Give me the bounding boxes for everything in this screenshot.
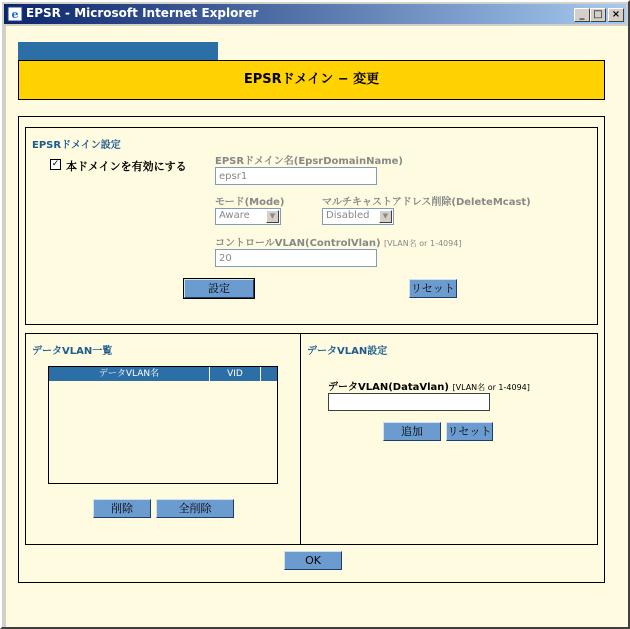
page-title: EPSRドメイン − 変更 <box>18 60 605 100</box>
col-header-spacer <box>261 367 277 381</box>
maximize-button[interactable]: □ <box>590 8 606 22</box>
main-panel <box>18 116 605 583</box>
control-vlan-label-text: コントロールVLAN(ControlVlan) <box>215 238 381 249</box>
delete-mcast-select[interactable] <box>322 208 394 225</box>
data-vlan-listbox[interactable] <box>48 366 278 484</box>
title-bar <box>4 4 626 24</box>
domain-name-input[interactable] <box>215 167 377 185</box>
data-vlan-reset-button[interactable]: リセット <box>446 422 493 441</box>
header-tab <box>18 42 218 60</box>
delete-mcast-value: Disabled <box>326 210 370 221</box>
chevron-down-icon: ▼ <box>266 210 279 223</box>
enable-domain-label: 本ドメインを有効にする <box>66 160 187 173</box>
close-button[interactable]: × <box>608 8 624 22</box>
data-vlan-settings-title: データVLAN設定 <box>307 346 388 357</box>
mode-value: Aware <box>219 210 250 221</box>
control-vlan-hint: [VLAN名 or 1-4094] <box>384 239 462 248</box>
control-vlan-input[interactable] <box>215 249 377 267</box>
data-vlan-list-title: データVLAN一覧 <box>32 346 113 357</box>
data-vlan-input[interactable] <box>328 393 490 411</box>
col-header-vlan-name: データVLAN名 <box>49 367 210 381</box>
chevron-down-icon: ▼ <box>379 210 392 223</box>
domain-reset-button[interactable]: リセット <box>409 279 457 298</box>
ok-button[interactable]: OK <box>284 551 342 570</box>
data-vlan-label <box>328 378 530 393</box>
enable-domain-checkbox[interactable]: ✓ <box>51 159 60 169</box>
mode-label: モード(Mode) <box>215 197 285 208</box>
window-title: EPSR - Microsoft Internet Explorer <box>26 6 259 20</box>
delete-mcast-label: マルチキャストアドレス削除(DeleteMcast) <box>322 197 531 208</box>
delete-all-button[interactable]: 全削除 <box>156 499 234 518</box>
minimize-button[interactable]: _ <box>574 8 590 22</box>
domain-settings-title: EPSRドメイン設定 <box>32 140 121 151</box>
page-content <box>6 26 628 627</box>
add-button[interactable]: 追加 <box>383 422 441 441</box>
domain-name-label: EPSRドメイン名(EpsrDomainName) <box>215 156 403 167</box>
data-vlan-hint: [VLAN名 or 1-4094] <box>452 383 530 392</box>
domain-settings-section <box>25 127 598 325</box>
data-vlan-list-section <box>25 333 301 545</box>
data-vlan-label-text: データVLAN(DataVlan) <box>328 382 449 393</box>
svg-text:e: e <box>11 8 19 21</box>
set-button[interactable]: 設定 <box>184 279 254 298</box>
delete-button[interactable]: 削除 <box>93 499 151 518</box>
data-vlan-settings-section <box>300 333 598 545</box>
col-header-vid: VID <box>210 367 261 381</box>
control-vlan-label <box>215 234 461 249</box>
ie-icon <box>7 6 23 22</box>
mode-select[interactable] <box>215 208 281 225</box>
